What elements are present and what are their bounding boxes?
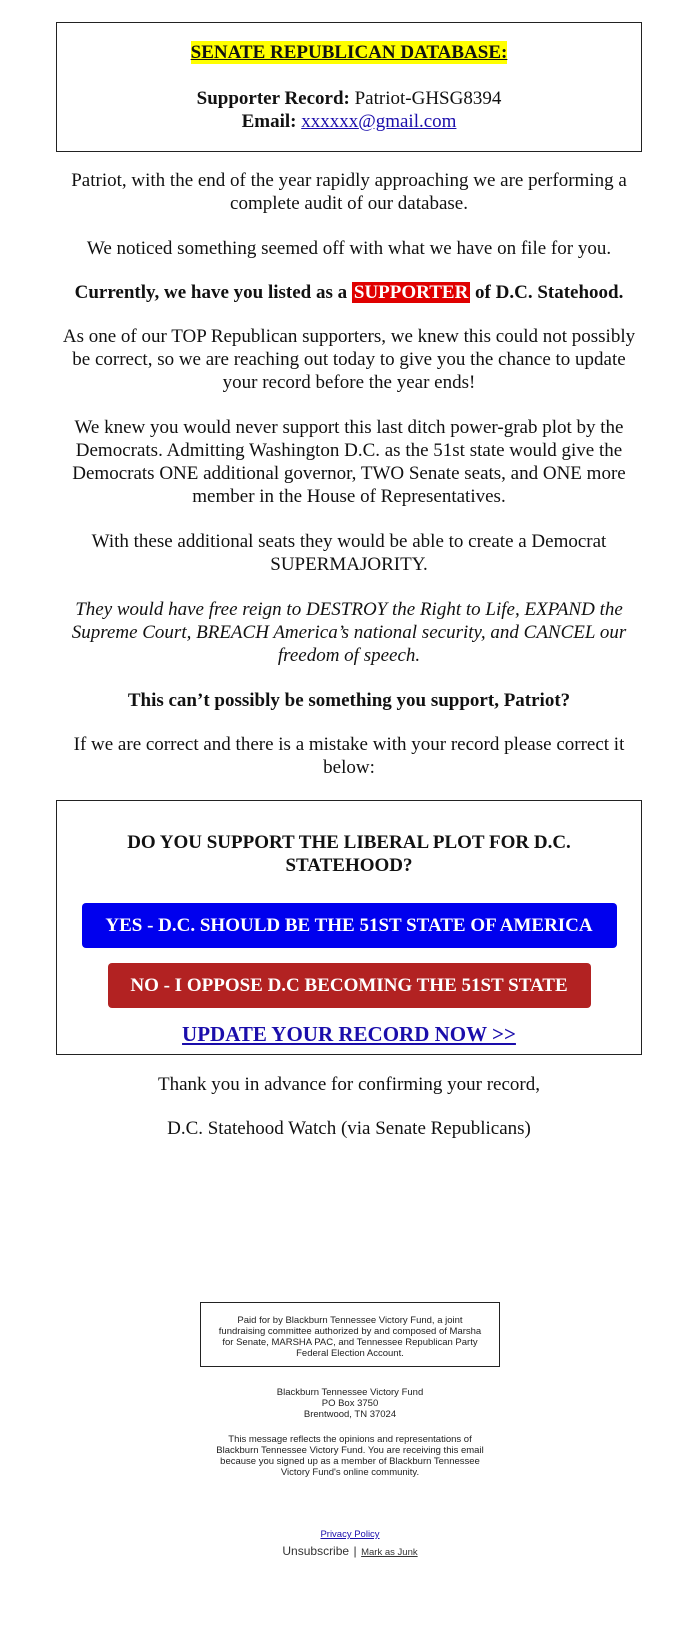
poll-question: DO YOU SUPPORT THE LIBERAL PLOT FOR D.C. STATEHOOD? <box>127 832 571 876</box>
city-state: Brentwood, TN 37024 <box>303 1409 397 1420</box>
paragraph-audit: Patriot, with the end of the year rapidly approaching we are performing a complete audit of our database. <box>71 170 627 214</box>
paid-for-text: Paid for by Blackburn Tennessee Victory Fund, a joint fundraising committee authorized by and composed of Marsha for Senate, MARSHA PAC, and Tennessee Republican Party Federal Election Account. <box>218 1315 482 1359</box>
database-title: SENATE REPUBLICAN DATABASE: <box>190 42 508 63</box>
privacy-row <box>0 1524 700 1542</box>
paragraph-supermajority: With these additional seats they would be able to create a Democrat SUPERMAJORITY. <box>91 531 607 575</box>
listed-text-after: of D.C. Statehood. <box>470 282 624 303</box>
org-address <box>0 1387 700 1420</box>
listed-text-before: Currently, we have you listed as a <box>74 282 352 303</box>
thanks-line: Thank you in advance for confirming your record, <box>158 1074 540 1095</box>
paragraph-power-grab: We knew you would never support this last ditch power-grab plot by the Democrats. Admitting Washington D.C. as the 51st state would give the Democrats ONE additional governor, TWO Senate seats, and ONE more member in the House of Representatives. <box>72 417 626 507</box>
email-line <box>57 110 641 133</box>
supporter-record-line <box>57 87 641 110</box>
email-domain: @gmail.com <box>358 111 457 132</box>
paragraph-correct-record: If we are correct and there is a mistake with your record please correct it below: <box>73 734 625 778</box>
database-header-box <box>56 22 642 152</box>
paragraph-patriot-question: This can’t possibly be something you support, Patriot? <box>127 690 571 711</box>
email-label: Email: <box>241 111 297 132</box>
unsubscribe-link[interactable]: Unsubscribe <box>282 1544 350 1558</box>
separator: | <box>353 1544 357 1558</box>
record-label: Supporter Record: <box>196 88 350 109</box>
mark-as-junk-link[interactable]: Mark as Junk <box>361 1547 418 1558</box>
footer <box>0 1302 700 1560</box>
paragraph-free-reign: They would have free reign to DESTROY the Right to Life, EXPAND the Supreme Court, BREACH America’s national security, and CANCEL our freedom of speech. <box>71 599 627 666</box>
supporter-tag: SUPPORTER <box>353 282 469 303</box>
org-name: Blackburn Tennessee Victory Fund <box>276 1387 424 1398</box>
email-content <box>56 22 642 1140</box>
po-box: PO Box 3750 <box>321 1398 379 1409</box>
no-button[interactable]: NO - I OPPOSE D.C BECOMING THE 51ST STATE <box>108 963 591 1008</box>
update-record-link[interactable]: UPDATE YOUR RECORD NOW >> <box>182 1022 516 1046</box>
paid-for-box <box>200 1302 500 1367</box>
record-value: Patriot-GHSG8394 <box>354 88 502 109</box>
email-link[interactable] <box>301 111 456 132</box>
paragraph-noticed: We noticed something seemed off with what we have on file for you. <box>86 238 612 259</box>
paragraph-listed <box>56 281 642 304</box>
privacy-policy-link[interactable]: Privacy Policy <box>320 1529 380 1540</box>
unsubscribe-row <box>0 1542 700 1560</box>
yes-button[interactable]: YES - D.C. SHOULD BE THE 51ST STATE OF AMERICA <box>82 903 617 948</box>
paragraph-top-supporters: As one of our TOP Republican supporters, we knew this could not possibly be correct, so we are reaching out today to give you the chance to update your record before the year ends! <box>62 326 636 393</box>
signature-line: D.C. Statehood Watch (via Senate Republicans) <box>167 1118 531 1139</box>
disclaimer: This message reflects the opinions and representations of Blackburn Tennessee Victory Fund. You are receiving this email because you signed up as a member of Blackburn Tennessee Victory Fund's online community. <box>216 1434 484 1478</box>
poll-box <box>56 800 642 1055</box>
email-user: xxxxxx <box>301 111 359 132</box>
